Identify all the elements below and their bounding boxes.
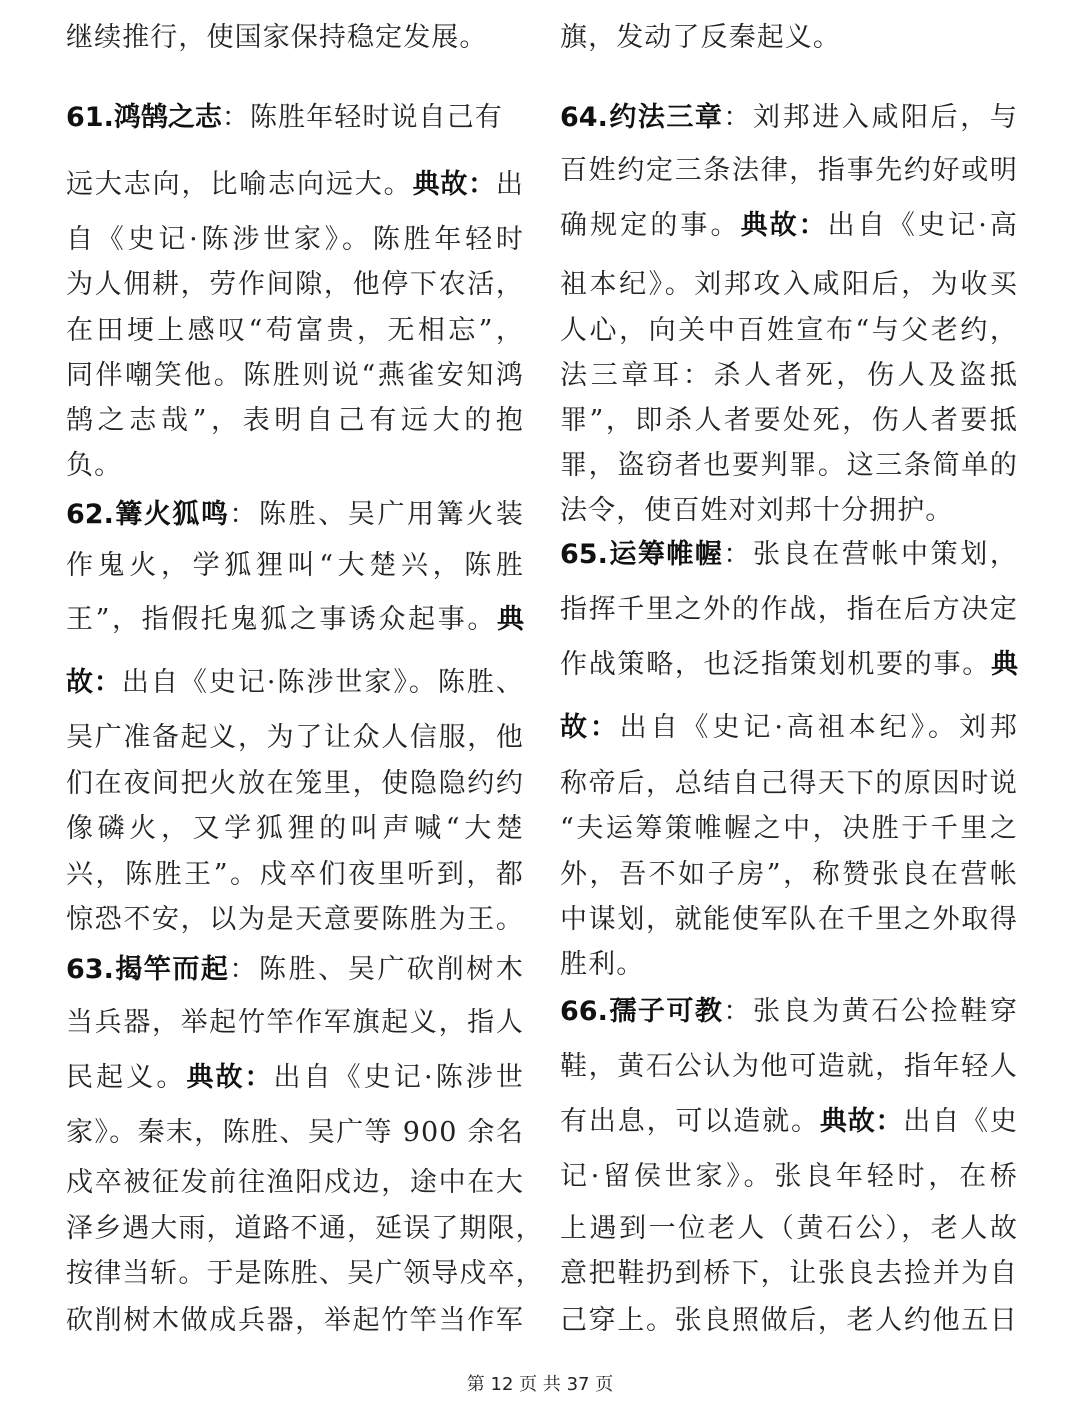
line-text: 王”，指假托鬼狐之事诱众起事。: [66, 604, 497, 635]
line-text: 上遇到一位老人（黄石公），老人故: [560, 1213, 1018, 1244]
text-line: [560, 535, 1018, 575]
line-text: ：陈胜、吴广砍削树木: [229, 954, 524, 985]
text-line: [66, 1209, 544, 1249]
line-text: 鹄之志哉”，表明自己有远大的抱: [66, 405, 524, 436]
line-text: 家》。秦末，陈胜、吴广等 900 余名: [66, 1117, 524, 1148]
text-line: [560, 151, 1018, 191]
line-text: 出自《史记·陈涉世: [273, 1062, 525, 1093]
text-line: [66, 1058, 524, 1098]
line-text: 惊恐不安，以为是天意要陈胜为王。: [66, 904, 524, 935]
line-text: ：张良为黄石公捡鞋穿: [723, 996, 1018, 1027]
line-text: 祖本纪》。刘邦攻入咸阳后，为收买: [560, 269, 1018, 300]
line-text: 外，吾不如子房”，称赞张良在营帐: [560, 859, 1018, 890]
line-text: 意把鞋扔到桥下，让张良去捡并为自: [560, 1258, 1018, 1289]
text-line: [560, 708, 1018, 748]
text-line: [66, 356, 524, 396]
line-text: 出自《史记·高祖本纪》。刘邦: [619, 712, 1019, 743]
text-line: [560, 809, 1018, 849]
line-text: 们在夜间把火放在笼里，使隐隐约约: [66, 768, 524, 799]
line-text: 法令，使百姓对刘邦十分拥护。: [560, 495, 954, 526]
text-line: [66, 495, 524, 535]
allusion-label: 典故：: [412, 169, 496, 200]
line-text: 当兵器，举起竹竿作军旗起义，指人: [66, 1007, 524, 1038]
line-text: 自《史记·陈涉世家》。陈胜年轻时: [66, 224, 524, 255]
line-text: 百姓约定三条法律，指事先约好或明: [560, 155, 1018, 186]
line-text: ：刘邦进入咸阳后，与: [723, 102, 1018, 133]
text-line: [66, 446, 524, 486]
line-text: 称帝后，总结自己得天下的原因时说: [560, 768, 1018, 799]
text-line: [66, 98, 524, 138]
allusion-label: 典: [497, 604, 524, 635]
entry-heading: 61.鸿鹄之志: [66, 102, 222, 133]
line-text: 兴，陈胜王”。戍卒们夜里听到，都: [66, 859, 524, 890]
entry-heading: 63.揭竿而起: [66, 954, 230, 985]
text-line: [66, 663, 524, 703]
text-line: [66, 1003, 524, 1043]
line-text: 己穿上。张良照做后，老人约他五日: [560, 1305, 1018, 1336]
line-text: ：陈胜年轻时说自己有: [221, 102, 503, 133]
allusion-label: 故：: [560, 712, 620, 743]
allusion-label: 典故：: [819, 1106, 904, 1137]
line-text: 砍削树木做成兵器，举起竹竿当作军: [66, 1305, 524, 1336]
line-text: 罪，盗窃者也要判罪。这三条简单的: [560, 450, 1018, 481]
line-text: 按律当斩。于是陈胜、吴广领导戍卒，: [66, 1258, 544, 1289]
text-line: [66, 1113, 524, 1153]
line-text: 负。: [66, 450, 123, 481]
text-line: [66, 718, 524, 758]
line-text: 出: [495, 169, 525, 200]
text-line: [560, 764, 1018, 804]
text-line: [560, 590, 1018, 630]
text-line: [560, 311, 1018, 351]
line-text: 继续推行，使国家保持稳定发展。: [66, 22, 488, 53]
text-line: [560, 1047, 1018, 1087]
line-text: 为人佣耕，劳作间隙，他停下农活，: [66, 269, 524, 300]
allusion-label: 典: [991, 649, 1018, 680]
allusion-label: 典故：: [740, 210, 828, 241]
line-text: 记·留侯世家》。张良年轻时，在桥: [560, 1161, 1018, 1192]
line-text: 泽乡遇大雨，道路不通，延误了期限，: [66, 1213, 544, 1244]
line-text: 出自《史记·陈涉世家》。陈胜、: [121, 667, 524, 698]
line-text: 吴广准备起义，为了让众人信服，他: [66, 722, 524, 753]
text-line: [560, 945, 1018, 985]
text-line: [66, 600, 524, 640]
entry-heading: 62.篝火狐鸣: [66, 499, 230, 530]
text-line: [66, 900, 524, 940]
text-line: [66, 1301, 524, 1341]
text-line: [560, 265, 1018, 305]
text-line: [66, 546, 524, 586]
line-text: 出自《史记·高: [827, 210, 1018, 241]
line-text: 出自《史: [903, 1106, 1019, 1137]
text-line: [560, 98, 1018, 138]
line-text: 罪”，即杀人者要处死，伤人者要抵: [560, 405, 1018, 436]
line-text: 中谋划，就能使军队在千里之外取得: [560, 904, 1018, 935]
text-line: [66, 401, 524, 441]
text-line: [66, 220, 524, 260]
allusion-label: 典故：: [186, 1062, 274, 1093]
text-line: [66, 265, 524, 305]
line-text: 人心，向关中百姓宣布“与父老约，: [560, 315, 1018, 346]
line-text: 民起义。: [66, 1062, 187, 1093]
line-text: 远大志向，比喻志向远大。: [66, 169, 413, 200]
line-text: 戍卒被征发前往渔阳戍边，途中在大: [66, 1167, 524, 1198]
line-text: 作战策略，也泛指策划机要的事。: [560, 649, 991, 680]
line-text: 指挥千里之外的作战，指在后方决定: [560, 594, 1018, 625]
entry-heading: 65.运筹帷幄: [560, 539, 724, 570]
text-line: [66, 1163, 524, 1203]
line-text: “夫运筹策帷幄之中，决胜于千里之: [560, 813, 1018, 844]
text-line: [66, 311, 524, 351]
text-line: [66, 1254, 544, 1294]
line-text: 作鬼火，学狐狸叫“大楚兴，陈胜: [66, 550, 524, 581]
text-line: [560, 1301, 1018, 1341]
entry-heading: 66.孺子可教: [560, 996, 724, 1027]
line-text: 有出息，可以造就。: [560, 1106, 820, 1137]
line-text: 旗，发动了反秦起义。: [560, 22, 841, 53]
text-line: [66, 764, 524, 804]
text-line: [560, 645, 1018, 685]
text-line: [560, 1254, 1018, 1294]
text-line: [560, 491, 1018, 531]
text-line: [560, 855, 1018, 895]
line-text: 确规定的事。: [560, 210, 741, 241]
line-text: 同伴嘲笑他。陈胜则说“燕雀安知鸿: [66, 360, 524, 391]
page-number: 第 12 页 共 37 页: [466, 1374, 614, 1395]
line-text: 在田埂上感叹“苟富贵，无相忘”，: [66, 315, 524, 346]
text-line: [66, 18, 524, 58]
text-line: [66, 809, 524, 849]
text-line: [560, 1157, 1018, 1197]
text-line: [66, 165, 524, 205]
text-line: [560, 446, 1018, 486]
entry-heading: 64.约法三章: [560, 102, 724, 133]
text-line: [560, 18, 1018, 58]
text-line: [560, 1209, 1018, 1249]
allusion-label: 故：: [66, 667, 122, 698]
text-line: [560, 401, 1018, 441]
text-line: [66, 855, 524, 895]
line-text: ：张良在营帐中策划，: [723, 539, 1018, 570]
line-text: ：陈胜、吴广用篝火装: [229, 499, 524, 530]
text-line: [560, 206, 1018, 246]
text-line: [560, 900, 1018, 940]
line-text: 胜利。: [560, 949, 645, 980]
line-text: 鞋，黄石公认为他可造就，指年轻人: [560, 1051, 1018, 1082]
line-text: 法三章耳：杀人者死，伤人及盗抵: [560, 360, 1018, 391]
text-line: [560, 356, 1018, 396]
text-line: [560, 992, 1018, 1032]
line-text: 像磷火，又学狐狸的叫声喊“大楚: [66, 813, 524, 844]
text-line: [560, 1102, 1018, 1142]
text-line: [66, 950, 524, 990]
